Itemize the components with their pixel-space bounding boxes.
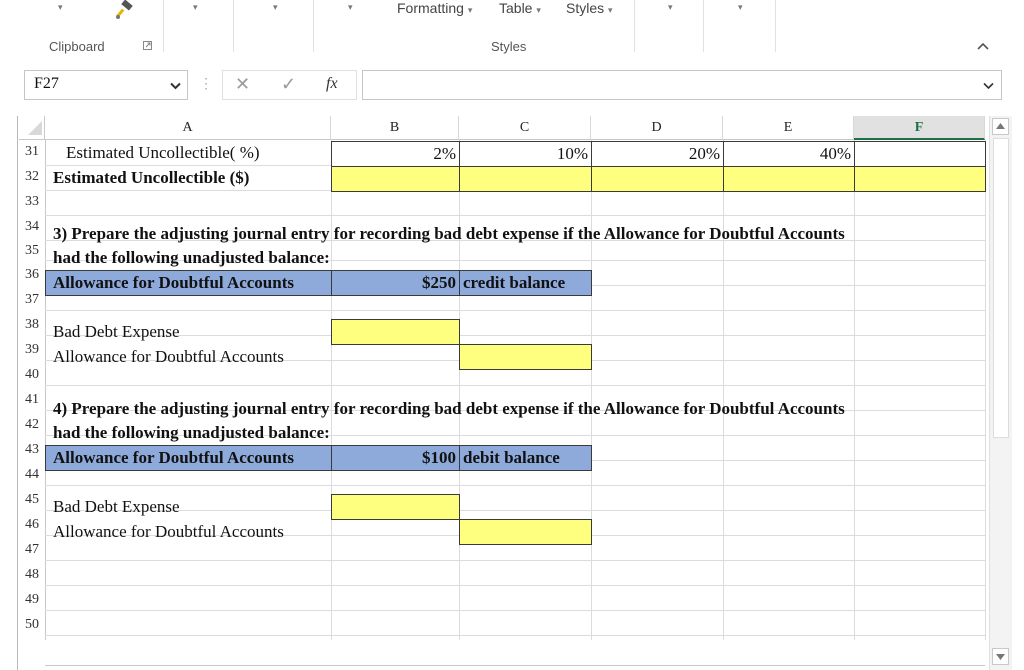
gridline xyxy=(45,485,985,486)
cell-b36[interactable] xyxy=(331,270,460,296)
sheet-bottom-border xyxy=(45,665,985,666)
table-label: Table xyxy=(499,0,533,16)
row-header[interactable]: 36 xyxy=(25,267,39,282)
formula-input[interactable] xyxy=(362,70,1002,100)
cell-a41[interactable]: 4) Prepare the adjusting journal entry for recording bad debt expense if the Allowance for Doubtful Accounts xyxy=(53,399,845,418)
cell-a42[interactable]: had the following unadjusted balance: xyxy=(53,423,330,442)
row-header[interactable]: 34 xyxy=(25,219,39,234)
formula-bar xyxy=(0,64,1024,114)
cell-b43-value: $100 xyxy=(422,448,456,467)
row-header[interactable]: 45 xyxy=(25,492,39,507)
cell-d31[interactable] xyxy=(591,141,724,167)
cell-a43[interactable] xyxy=(45,445,332,471)
cell-c31[interactable] xyxy=(459,141,592,167)
collapse-ribbon-icon[interactable] xyxy=(977,42,989,50)
name-box-value: F27 xyxy=(34,75,59,92)
dialog-launcher-icon[interactable] xyxy=(143,41,152,50)
ribbon-divider xyxy=(313,0,314,52)
cell-a34[interactable]: 3) Prepare the adjusting journal entry for recording bad debt expense if the Allowance for Doubtful Accounts xyxy=(53,224,845,243)
chevron-down-icon[interactable]: ▾ xyxy=(668,2,673,12)
format-painter-icon[interactable] xyxy=(113,0,135,22)
select-all-button[interactable] xyxy=(19,116,45,140)
cell-c46[interactable] xyxy=(459,519,592,545)
row-header[interactable]: 47 xyxy=(25,542,39,557)
column-header-a[interactable]: A xyxy=(45,116,331,140)
cell-c36-value: credit balance xyxy=(463,273,566,292)
styles-label: Styles xyxy=(566,0,605,16)
name-box[interactable] xyxy=(24,70,188,100)
vertical-scrollbar[interactable] xyxy=(989,116,1012,670)
cell-a39[interactable]: Allowance for Doubtful Accounts xyxy=(53,347,284,366)
cell-c32[interactable] xyxy=(459,166,592,192)
gridline xyxy=(45,385,985,386)
cell-b38[interactable] xyxy=(331,319,460,345)
cell-a43-value: Allowance for Doubtful Accounts xyxy=(53,448,294,467)
expand-formula-bar-icon[interactable] xyxy=(983,82,994,90)
row-header[interactable]: 37 xyxy=(25,292,39,307)
cell-b32[interactable] xyxy=(331,166,460,192)
cell-a31[interactable]: Estimated Uncollectible( %) xyxy=(66,143,260,162)
ribbon-divider xyxy=(634,0,635,52)
row-header[interactable]: 32 xyxy=(25,169,39,184)
window-border xyxy=(17,116,18,670)
scroll-thumb[interactable] xyxy=(993,138,1009,438)
row-header[interactable]: 42 xyxy=(25,417,39,432)
cell-f32[interactable] xyxy=(854,166,986,192)
ribbon-divider xyxy=(703,0,704,52)
cell-d32[interactable] xyxy=(591,166,724,192)
cell-c31-value: 10% xyxy=(556,144,588,163)
cell-a46[interactable]: Allowance for Doubtful Accounts xyxy=(53,522,284,541)
chevron-down-icon[interactable]: ▾ xyxy=(273,2,278,12)
row-header[interactable]: 48 xyxy=(25,567,39,582)
worksheet-grid[interactable] xyxy=(0,116,1024,670)
row-header[interactable]: 33 xyxy=(25,194,39,209)
gridline xyxy=(985,140,986,640)
format-as-table-button[interactable]: Table ▾ xyxy=(499,0,541,16)
column-header-d[interactable]: D xyxy=(591,116,723,140)
cell-d31-value: 20% xyxy=(688,144,720,163)
ribbon-divider xyxy=(233,0,234,52)
clipboard-group-label: Clipboard xyxy=(49,39,105,54)
scroll-down-button[interactable] xyxy=(992,648,1009,665)
cell-e31-value: 40% xyxy=(819,144,851,163)
cell-f31[interactable] xyxy=(854,141,986,167)
row-header[interactable]: 39 xyxy=(25,342,39,357)
column-header-e[interactable]: E xyxy=(723,116,854,140)
cell-a36-value: Allowance for Doubtful Accounts xyxy=(53,273,294,292)
cell-a36[interactable] xyxy=(45,270,332,296)
chevron-down-icon[interactable]: ▾ xyxy=(738,2,743,12)
row-header[interactable]: 44 xyxy=(25,467,39,482)
cell-c43-value: debit balance xyxy=(463,448,560,467)
formatting-label: Formatting xyxy=(397,0,464,16)
cell-b43[interactable] xyxy=(331,445,460,471)
cell-styles-button[interactable]: Styles ▾ xyxy=(566,0,613,16)
cell-b31[interactable] xyxy=(331,141,460,167)
gridline xyxy=(45,585,985,586)
ribbon-divider xyxy=(163,0,164,52)
cell-c36[interactable] xyxy=(459,270,592,296)
row-header[interactable]: 31 xyxy=(25,144,39,159)
chevron-down-icon[interactable]: ▾ xyxy=(193,2,198,12)
ribbon xyxy=(0,0,1024,65)
cell-b31-value: 2% xyxy=(433,144,456,163)
chevron-down-icon[interactable]: ▾ xyxy=(348,2,353,12)
cell-e31[interactable] xyxy=(723,141,855,167)
chevron-down-icon[interactable] xyxy=(170,82,181,90)
cell-a32[interactable]: Estimated Uncollectible ($) xyxy=(53,168,250,187)
cell-b36-value: $250 xyxy=(422,273,456,292)
column-header-c[interactable]: C xyxy=(459,116,591,140)
column-header-f[interactable]: F xyxy=(854,116,985,140)
gridline xyxy=(45,560,985,561)
ribbon-divider xyxy=(775,0,776,52)
cell-a38[interactable]: Bad Debt Expense xyxy=(53,322,180,341)
enter-icon[interactable]: ✓ xyxy=(281,74,297,94)
formula-buttons xyxy=(222,70,357,100)
cell-a35[interactable]: had the following unadjusted balance: xyxy=(53,248,330,267)
cell-e32[interactable] xyxy=(723,166,855,192)
scroll-up-button[interactable] xyxy=(992,118,1009,135)
cell-a45[interactable]: Bad Debt Expense xyxy=(53,497,180,516)
row-header[interactable]: 38 xyxy=(25,317,39,332)
row-header[interactable]: 49 xyxy=(25,592,39,607)
gridline xyxy=(45,635,985,636)
row-header[interactable]: 46 xyxy=(25,517,39,532)
column-header-b[interactable]: B xyxy=(331,116,459,140)
formula-bar-grip-icon: ⋮ xyxy=(199,75,213,91)
cell-b45[interactable] xyxy=(331,494,460,520)
chevron-down-icon[interactable]: ▾ xyxy=(58,2,63,12)
cell-c39[interactable] xyxy=(459,344,592,370)
row-header[interactable]: 35 xyxy=(25,243,39,258)
cancel-icon[interactable]: ✕ xyxy=(235,74,251,94)
row-header[interactable]: 41 xyxy=(25,392,39,407)
conditional-formatting-button[interactable]: Formatting ▾ xyxy=(397,0,473,16)
insert-function-icon[interactable]: fx xyxy=(326,75,338,92)
gridline xyxy=(45,335,985,336)
row-header[interactable]: 50 xyxy=(25,617,39,632)
row-header[interactable]: 40 xyxy=(25,367,39,382)
gridline xyxy=(45,510,985,511)
gridline xyxy=(45,215,985,216)
gridline xyxy=(45,310,985,311)
gridline xyxy=(45,610,985,611)
row-header[interactable]: 43 xyxy=(25,442,39,457)
cell-c43[interactable] xyxy=(459,445,592,471)
styles-group-label: Styles xyxy=(491,39,527,54)
